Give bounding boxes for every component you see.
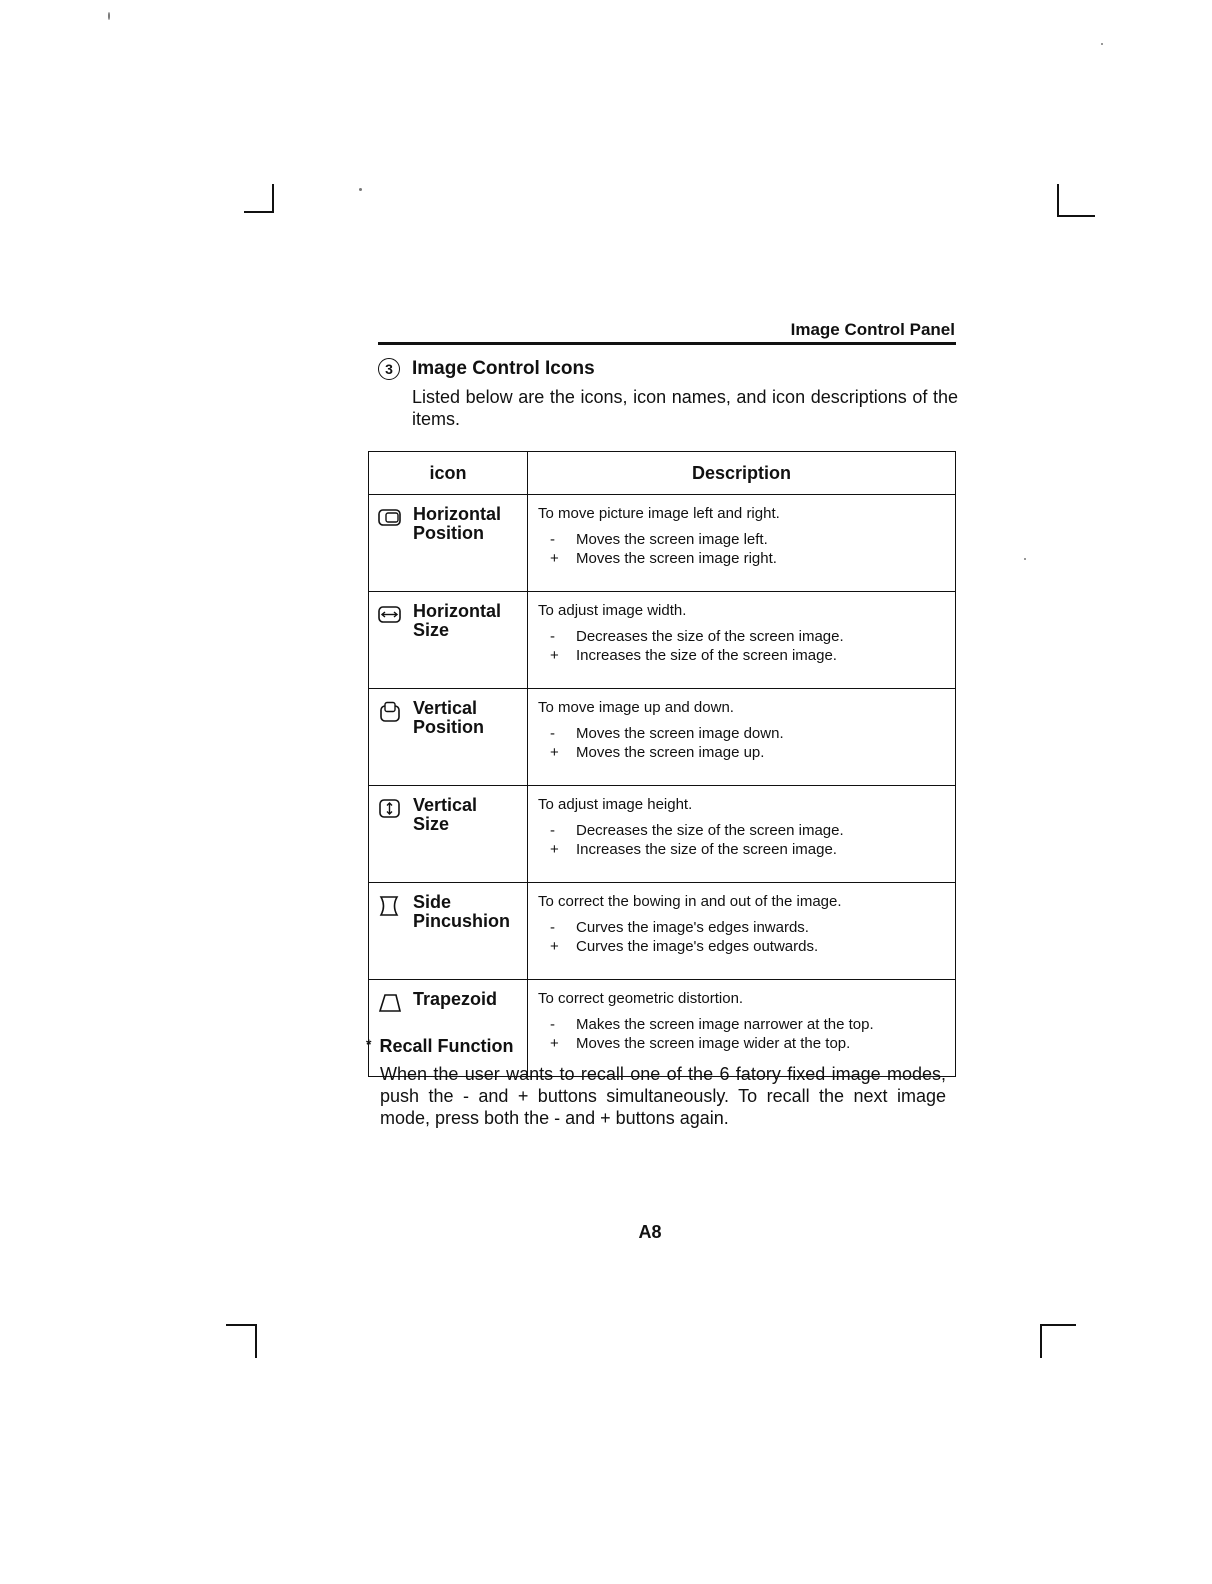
description-text: To adjust image width. xyxy=(538,602,687,619)
icon-name: Vertical Size xyxy=(413,795,478,834)
icon-cell xyxy=(369,495,528,592)
table-row xyxy=(369,883,956,980)
plus-symbol: + xyxy=(550,550,559,567)
plus-symbol: + xyxy=(550,647,559,664)
recall-title: Recall Function xyxy=(379,1036,514,1056)
column-header-icon: icon xyxy=(369,452,528,495)
bullet-marker: * xyxy=(366,1036,372,1052)
recall-heading xyxy=(366,1036,946,1057)
scan-speck xyxy=(1024,558,1026,560)
icon-name: Trapezoid xyxy=(413,989,498,1009)
description-cell xyxy=(528,786,956,883)
crop-mark xyxy=(1040,1324,1042,1358)
description-cell xyxy=(528,689,956,786)
horizontal-position-icon xyxy=(377,507,403,529)
table-row xyxy=(369,495,956,592)
crop-mark xyxy=(244,211,274,213)
plus-symbol: + xyxy=(550,938,559,955)
vertical-position-icon xyxy=(377,701,403,723)
recall-function-section xyxy=(366,1036,946,1129)
minus-symbol: - xyxy=(550,531,555,548)
plus-line xyxy=(550,646,955,665)
section-heading xyxy=(378,358,958,380)
minus-text: Curves the image's edges inwards. xyxy=(576,919,809,936)
description-text: To correct geometric distortion. xyxy=(538,990,744,1007)
icon-name: Side Pincushion xyxy=(413,892,511,931)
minus-symbol: - xyxy=(550,822,555,839)
plus-text: Increases the size of the screen image. xyxy=(576,647,837,664)
page-number: A8 xyxy=(638,1222,662,1242)
crop-mark xyxy=(1040,1324,1076,1326)
scan-speck xyxy=(1101,43,1103,45)
crop-mark xyxy=(1057,184,1059,217)
plus-text: Moves the screen image wider at the top. xyxy=(576,1035,851,1052)
description-text: To move image up and down. xyxy=(538,699,734,716)
minus-symbol: - xyxy=(550,919,555,936)
plus-line xyxy=(550,937,955,956)
icon-name: Vertical Position xyxy=(413,698,484,737)
minus-line xyxy=(550,627,955,646)
minus-line xyxy=(550,821,955,840)
icon-cell xyxy=(369,786,528,883)
header-title: Image Control Panel xyxy=(790,320,955,339)
crop-mark xyxy=(272,184,274,213)
table-row xyxy=(369,592,956,689)
minus-text: Decreases the size of the screen image. xyxy=(576,822,844,839)
scan-speck xyxy=(359,188,362,191)
plus-line xyxy=(550,743,955,762)
crop-mark xyxy=(255,1324,257,1358)
icon-table xyxy=(368,451,956,1077)
minus-line xyxy=(550,918,955,937)
minus-line xyxy=(550,530,955,549)
minus-text: Moves the screen image left. xyxy=(576,531,768,548)
section-number: 3 xyxy=(378,358,400,380)
description-text: To adjust image height. xyxy=(538,796,693,813)
table-header-row xyxy=(369,452,956,495)
horizontal-size-icon xyxy=(377,604,403,626)
icon-cell xyxy=(369,689,528,786)
description-text: To move picture image left and right. xyxy=(538,505,780,522)
plus-text: Moves the screen image up. xyxy=(576,744,765,761)
minus-text: Moves the screen image down. xyxy=(576,725,784,742)
minus-text: Decreases the size of the screen image. xyxy=(576,628,844,645)
description-cell xyxy=(528,883,956,980)
plus-symbol: + xyxy=(550,1035,559,1052)
column-header-description: Description xyxy=(528,452,956,495)
plus-text: Increases the size of the screen image. xyxy=(576,841,837,858)
section-title: Image Control Icons xyxy=(412,358,595,379)
icon-name: Horizontal Size xyxy=(413,601,501,640)
description-cell xyxy=(528,592,956,689)
section-intro: Listed below are the icons, icon names, and icon descriptions of the items. xyxy=(412,387,958,429)
plus-line xyxy=(550,549,955,568)
table-row xyxy=(369,786,956,883)
minus-symbol: - xyxy=(550,725,555,742)
minus-text: Makes the screen image narrower at the top. xyxy=(576,1016,874,1033)
vertical-size-icon xyxy=(377,798,403,820)
section-image-control-icons xyxy=(378,358,958,430)
description-cell xyxy=(528,495,956,592)
plus-symbol: + xyxy=(550,744,559,761)
minus-symbol: - xyxy=(550,1016,555,1033)
icon-cell xyxy=(369,592,528,689)
plus-line xyxy=(550,840,955,859)
minus-line xyxy=(550,1015,955,1034)
recall-text: When the user wants to recall one of the 6 fatory fixed image modes, push the - and + buttons simultaneously. To recall the next image mode, press both the - and + buttons again. xyxy=(380,1064,946,1128)
crop-mark xyxy=(226,1324,257,1326)
trapezoid-icon xyxy=(377,992,403,1014)
plus-text: Curves the image's edges outwards. xyxy=(576,938,819,955)
crop-mark xyxy=(1057,215,1095,217)
table-row xyxy=(369,689,956,786)
icon-name: Horizontal Position xyxy=(413,504,501,543)
header-rule xyxy=(378,342,956,345)
plus-text: Moves the screen image right. xyxy=(576,550,777,567)
minus-line xyxy=(550,724,955,743)
minus-symbol: - xyxy=(550,628,555,645)
scan-speck xyxy=(108,12,110,20)
plus-symbol: + xyxy=(550,841,559,858)
icon-cell xyxy=(369,883,528,980)
side-pincushion-icon xyxy=(377,895,403,917)
description-text: To correct the bowing in and out of the image. xyxy=(538,893,842,910)
